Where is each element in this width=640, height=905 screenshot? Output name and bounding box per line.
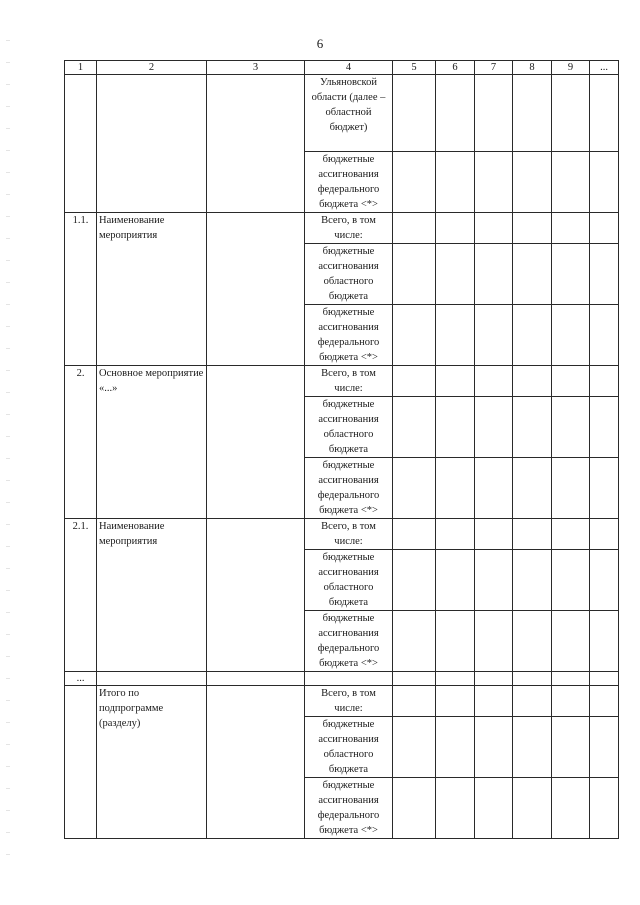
table-cell <box>207 213 305 366</box>
table-cell <box>475 458 513 519</box>
table-cell <box>590 397 619 458</box>
header-row <box>65 61 619 75</box>
funding-source: Ульяновской области (далее – областной бюджет) <box>305 75 393 152</box>
table-cell <box>207 75 305 213</box>
table-cell <box>552 366 590 397</box>
table-cell <box>207 366 305 519</box>
table-cell <box>513 366 552 397</box>
column-header: 8 <box>513 61 552 75</box>
table-cell <box>436 519 475 550</box>
table-cell <box>513 519 552 550</box>
table-cell <box>513 305 552 366</box>
table-cell <box>207 686 305 839</box>
table-cell <box>393 717 436 778</box>
funding-source: бюджетные ассигнования федерального бюджета <*> <box>305 611 393 672</box>
table-cell <box>475 550 513 611</box>
funding-source: бюджетные ассигнования федерального бюджета <*> <box>305 458 393 519</box>
table-cell <box>436 778 475 839</box>
table-cell <box>513 778 552 839</box>
table-cell <box>436 305 475 366</box>
funding-source: Всего, в том числе: <box>305 519 393 550</box>
table-cell <box>475 672 513 686</box>
table-row <box>65 213 619 244</box>
table-cell <box>590 519 619 550</box>
table-cell <box>513 686 552 717</box>
table-cell <box>475 397 513 458</box>
table-cell <box>393 305 436 366</box>
table-cell <box>552 213 590 244</box>
table-cell <box>590 213 619 244</box>
table-cell <box>475 611 513 672</box>
table-cell <box>552 778 590 839</box>
funding-source: бюджетные ассигнования областного бюджета <box>305 397 393 458</box>
table-cell <box>552 244 590 305</box>
funding-source: Всего, в том числе: <box>305 686 393 717</box>
table-cell <box>590 672 619 686</box>
funding-source: Всего, в том числе: <box>305 366 393 397</box>
item-name: Основное мероприятие «...» <box>97 366 207 519</box>
table-cell <box>207 672 305 686</box>
table-cell <box>475 519 513 550</box>
table-cell <box>590 717 619 778</box>
row-number-cell <box>65 75 97 213</box>
table-cell <box>393 686 436 717</box>
funding-source: бюджетные ассигнования федерального бюджета <*> <box>305 305 393 366</box>
table-cell <box>513 550 552 611</box>
total-name: Итого по подпрограмме (разделу) <box>97 686 207 839</box>
table-cell <box>436 686 475 717</box>
table-cell <box>436 458 475 519</box>
funding-source: бюджетные ассигнования областного бюджета <box>305 550 393 611</box>
item-name: Наименование мероприятия <box>97 519 207 672</box>
funding-source: бюджетные ассигнования областного бюджета <box>305 717 393 778</box>
table-cell <box>475 75 513 152</box>
scan-margin-marks <box>6 40 10 860</box>
table-cell <box>393 213 436 244</box>
row-number: 2. <box>65 366 97 519</box>
column-header: 4 <box>305 61 393 75</box>
table-cell <box>552 519 590 550</box>
table-cell <box>552 717 590 778</box>
table-cell <box>513 213 552 244</box>
table-cell <box>436 244 475 305</box>
table-cell <box>513 244 552 305</box>
table-cell <box>475 717 513 778</box>
table-cell <box>590 366 619 397</box>
table-cell <box>436 152 475 213</box>
table-cell <box>552 152 590 213</box>
table-cell <box>513 152 552 213</box>
table-cell <box>513 672 552 686</box>
table-cell <box>393 672 436 686</box>
table-cell <box>513 717 552 778</box>
item-name: Наименование мероприятия <box>97 213 207 366</box>
table-cell <box>393 458 436 519</box>
table-cell <box>475 686 513 717</box>
table-cell <box>393 611 436 672</box>
ellipsis-cell: ... <box>65 672 97 686</box>
table-cell <box>393 152 436 213</box>
table-cell <box>97 672 207 686</box>
table-cell <box>590 305 619 366</box>
table-cell <box>590 244 619 305</box>
column-header: 5 <box>393 61 436 75</box>
table-cell <box>305 672 393 686</box>
column-header: 7 <box>475 61 513 75</box>
table-cell <box>552 458 590 519</box>
table-cell <box>436 213 475 244</box>
row-number: 2.1. <box>65 519 97 672</box>
table-cell <box>393 778 436 839</box>
table-cell <box>552 672 590 686</box>
table-cell <box>552 611 590 672</box>
table-cell <box>393 519 436 550</box>
column-header: 2 <box>97 61 207 75</box>
page-number: 6 <box>316 36 324 51</box>
table-cell <box>436 397 475 458</box>
column-header: 6 <box>436 61 475 75</box>
table-cell <box>393 75 436 152</box>
funding-source: бюджетные ассигнования федерального бюджета <*> <box>305 778 393 839</box>
table-row <box>65 519 619 550</box>
table-cell <box>475 366 513 397</box>
table-cell <box>436 75 475 152</box>
table-cell <box>552 397 590 458</box>
table-cell <box>590 686 619 717</box>
funding-source: Всего, в том числе: <box>305 213 393 244</box>
table-cell <box>590 611 619 672</box>
table-cell <box>552 75 590 152</box>
column-header: 1 <box>65 61 97 75</box>
table-cell <box>552 686 590 717</box>
table-cell <box>590 458 619 519</box>
table-cell <box>393 397 436 458</box>
table-cell <box>590 75 619 152</box>
table-cell <box>552 550 590 611</box>
row-name-cell <box>97 75 207 213</box>
table-cell <box>475 152 513 213</box>
table-cell <box>393 366 436 397</box>
table-cell <box>436 611 475 672</box>
row-number-cell <box>65 686 97 839</box>
table-cell <box>436 366 475 397</box>
table-body <box>65 61 619 839</box>
column-header: ... <box>590 61 619 75</box>
table-cell <box>513 611 552 672</box>
table-cell <box>590 152 619 213</box>
table-cell <box>393 244 436 305</box>
table-cell <box>552 305 590 366</box>
funding-source: бюджетные ассигнования областного бюджета <box>305 244 393 305</box>
table-cell <box>436 672 475 686</box>
table-row <box>65 75 619 152</box>
table-cell <box>436 550 475 611</box>
table-cell <box>393 550 436 611</box>
table-cell <box>475 778 513 839</box>
table-cell <box>513 397 552 458</box>
table-cell <box>590 550 619 611</box>
table-cell <box>513 458 552 519</box>
ellipsis-row <box>65 672 619 686</box>
column-header: 3 <box>207 61 305 75</box>
row-number: 1.1. <box>65 213 97 366</box>
table-cell <box>475 244 513 305</box>
table-row <box>65 366 619 397</box>
table-cell <box>207 519 305 672</box>
funding-source: бюджетные ассигнования федерального бюджета <*> <box>305 152 393 213</box>
table-cell <box>590 778 619 839</box>
table-cell <box>475 213 513 244</box>
table-cell <box>475 305 513 366</box>
budget-table <box>64 60 619 839</box>
table-row <box>65 686 619 717</box>
column-header: 9 <box>552 61 590 75</box>
table-cell <box>436 717 475 778</box>
table-cell <box>513 75 552 152</box>
